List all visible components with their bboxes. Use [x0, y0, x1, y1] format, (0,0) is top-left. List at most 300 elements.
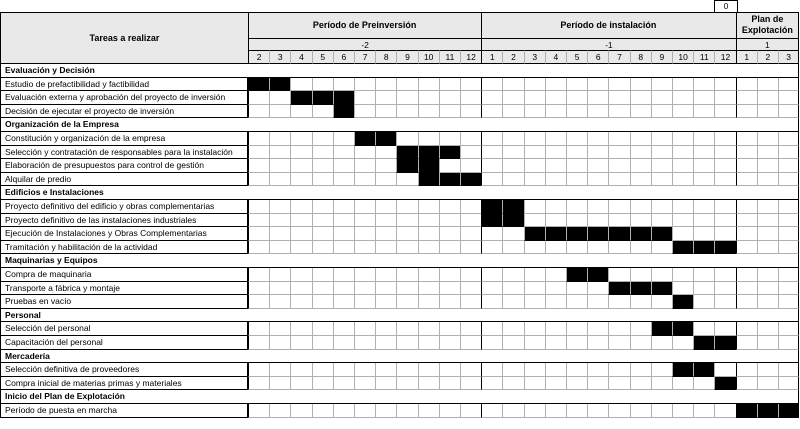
grid-cell	[736, 214, 757, 228]
grid-cell	[524, 132, 545, 146]
grid-cell	[778, 377, 799, 391]
grid-cell	[587, 214, 608, 228]
grid-cell	[333, 363, 354, 377]
gantt-bar-cell	[481, 200, 502, 214]
grid-cell	[587, 322, 608, 336]
grid-cell	[778, 78, 799, 92]
grid-cell	[778, 91, 799, 105]
grid-cell	[651, 173, 672, 187]
grid-cell	[757, 214, 778, 228]
grid-cell	[693, 377, 714, 391]
grid-cell	[354, 91, 375, 105]
gantt-bar-cell	[672, 295, 693, 309]
grid-cell	[375, 173, 396, 187]
grid-cell	[630, 404, 651, 418]
grid-cell	[778, 282, 799, 296]
grid-cell	[545, 159, 566, 173]
grid-cell	[481, 146, 502, 160]
grid-cell	[630, 322, 651, 336]
grid-cell	[418, 227, 439, 241]
grid-cell	[651, 159, 672, 173]
grid-cell	[502, 241, 523, 255]
grid-cell	[439, 268, 460, 282]
grid-cell	[736, 105, 757, 119]
grid-cell	[481, 91, 502, 105]
grid-cell	[502, 268, 523, 282]
grid-cell	[757, 363, 778, 377]
grid-cell	[672, 78, 693, 92]
grid-cell	[502, 282, 523, 296]
grid-cell	[651, 200, 672, 214]
grid-cell	[269, 214, 290, 228]
grid-cell	[672, 282, 693, 296]
grid-cell	[672, 268, 693, 282]
grid-cell	[736, 336, 757, 350]
grid-cell	[524, 200, 545, 214]
grid-cell	[587, 241, 608, 255]
gantt-bar-cell	[693, 363, 714, 377]
grid-cell	[608, 78, 629, 92]
grid-cell	[714, 105, 735, 119]
grid-cell	[757, 227, 778, 241]
grid-cell	[312, 214, 333, 228]
grid-cell	[778, 241, 799, 255]
gantt-bar-cell	[545, 227, 566, 241]
grid-cell	[290, 78, 311, 92]
grid-cell	[269, 295, 290, 309]
grid-cell	[757, 295, 778, 309]
grid-cell	[608, 336, 629, 350]
grid-cell	[651, 404, 672, 418]
grid-cell	[502, 363, 523, 377]
grid-cell	[375, 336, 396, 350]
grid-cell	[439, 105, 460, 119]
grid-cell	[524, 336, 545, 350]
grid-cell	[290, 322, 311, 336]
grid-cell	[693, 173, 714, 187]
grid-cell	[354, 377, 375, 391]
grid-cell	[757, 200, 778, 214]
grid-cell	[460, 268, 481, 282]
grid-cell	[460, 295, 481, 309]
grid-cell	[333, 200, 354, 214]
grid-cell	[396, 241, 417, 255]
grid-cell	[587, 404, 608, 418]
task-label: Pruebas en vacío	[0, 295, 248, 309]
month-header: 6	[333, 50, 354, 64]
grid-cell	[248, 214, 269, 228]
grid-cell	[502, 173, 523, 187]
grid-cell	[354, 363, 375, 377]
grid-cell	[418, 200, 439, 214]
grid-cell	[651, 132, 672, 146]
grid-cell	[354, 268, 375, 282]
grid-cell	[630, 336, 651, 350]
grid-cell	[439, 282, 460, 296]
grid-cell	[248, 268, 269, 282]
grid-cell	[290, 241, 311, 255]
grid-cell	[608, 173, 629, 187]
grid-cell	[608, 91, 629, 105]
grid-cell	[778, 173, 799, 187]
grid-cell	[460, 159, 481, 173]
grid-cell	[757, 268, 778, 282]
grid-cell	[396, 404, 417, 418]
grid-cell	[269, 159, 290, 173]
grid-cell	[375, 404, 396, 418]
gantt-bar-cell	[312, 91, 333, 105]
grid-cell	[630, 268, 651, 282]
grid-cell	[672, 227, 693, 241]
section-title: Edificios e Instalaciones	[0, 186, 799, 200]
grid-cell	[418, 78, 439, 92]
grid-cell	[587, 282, 608, 296]
month-header: 7	[354, 50, 375, 64]
grid-cell	[566, 91, 587, 105]
section-title: Organización de la Empresa	[0, 118, 799, 132]
grid-cell	[630, 214, 651, 228]
grid-cell	[460, 404, 481, 418]
grid-cell	[651, 105, 672, 119]
grid-cell	[375, 241, 396, 255]
grid-cell	[693, 214, 714, 228]
grid-cell	[354, 241, 375, 255]
grid-cell	[312, 105, 333, 119]
grid-cell	[566, 322, 587, 336]
task-label: Selección del personal	[0, 322, 248, 336]
grid-cell	[269, 268, 290, 282]
grid-cell	[439, 363, 460, 377]
grid-cell	[608, 241, 629, 255]
grid-cell	[693, 159, 714, 173]
grid-cell	[333, 227, 354, 241]
grid-cell	[714, 91, 735, 105]
gantt-bar-cell	[333, 91, 354, 105]
gantt-bar-cell	[396, 159, 417, 173]
task-label: Proyecto definitivo del edificio y obras complementarias	[0, 200, 248, 214]
grid-cell	[248, 227, 269, 241]
task-label: Evaluación externa y aprobación del proyecto de inversión	[0, 91, 248, 105]
grid-cell	[524, 146, 545, 160]
grid-cell	[502, 322, 523, 336]
grid-cell	[439, 214, 460, 228]
grid-cell	[630, 173, 651, 187]
grid-cell	[736, 146, 757, 160]
grid-cell	[630, 132, 651, 146]
grid-cell	[693, 146, 714, 160]
grid-cell	[757, 322, 778, 336]
grid-cell	[545, 322, 566, 336]
grid-cell	[248, 282, 269, 296]
task-label: Decisión de ejecutar el proyecto de inversión	[0, 105, 248, 119]
grid-cell	[248, 241, 269, 255]
month-header: 4	[545, 50, 566, 64]
grid-cell	[693, 322, 714, 336]
grid-cell	[524, 268, 545, 282]
grid-cell	[312, 227, 333, 241]
gantt-bar-cell	[269, 78, 290, 92]
grid-cell	[545, 146, 566, 160]
grid-cell	[418, 322, 439, 336]
grid-cell	[778, 363, 799, 377]
grid-cell	[460, 146, 481, 160]
gantt-bar-cell	[608, 227, 629, 241]
gantt-bar-cell	[418, 173, 439, 187]
grid-cell	[587, 91, 608, 105]
grid-cell	[312, 173, 333, 187]
grid-cell	[333, 282, 354, 296]
grid-cell	[269, 132, 290, 146]
grid-cell	[460, 377, 481, 391]
grid-cell	[524, 214, 545, 228]
month-header: 2	[248, 50, 269, 64]
grid-cell	[714, 78, 735, 92]
grid-cell	[481, 78, 502, 92]
grid-cell	[630, 295, 651, 309]
month-header: 4	[290, 50, 311, 64]
grid-cell	[630, 146, 651, 160]
grid-cell	[566, 146, 587, 160]
grid-cell	[269, 200, 290, 214]
grid-cell	[778, 132, 799, 146]
grid-cell	[418, 295, 439, 309]
grid-cell	[269, 146, 290, 160]
grid-cell	[502, 91, 523, 105]
grid-cell	[672, 91, 693, 105]
grid-cell	[672, 214, 693, 228]
gantt-bar-cell	[778, 404, 799, 418]
grid-cell	[290, 282, 311, 296]
grid-cell	[333, 241, 354, 255]
grid-cell	[608, 105, 629, 119]
grid-cell	[481, 295, 502, 309]
task-label: Estudio de prefactibilidad y factibilidad	[0, 78, 248, 92]
month-header: 2	[502, 50, 523, 64]
grid-cell	[333, 377, 354, 391]
grid-cell	[439, 377, 460, 391]
grid-cell	[736, 132, 757, 146]
grid-cell	[375, 363, 396, 377]
grid-cell	[630, 200, 651, 214]
grid-cell	[269, 404, 290, 418]
gantt-bar-cell	[333, 105, 354, 119]
month-header: 3	[524, 50, 545, 64]
grid-cell	[375, 78, 396, 92]
grid-cell	[375, 146, 396, 160]
grid-cell	[502, 132, 523, 146]
grid-cell	[333, 336, 354, 350]
grid-cell	[545, 336, 566, 350]
grid-cell	[757, 159, 778, 173]
grid-cell	[481, 132, 502, 146]
gantt-bar-cell	[566, 227, 587, 241]
task-label: Período de puesta en marcha	[0, 404, 248, 418]
grid-cell	[736, 200, 757, 214]
grid-cell	[290, 268, 311, 282]
grid-cell	[396, 322, 417, 336]
grid-cell	[693, 227, 714, 241]
period-year: 1	[736, 38, 800, 50]
grid-cell	[757, 173, 778, 187]
grid-cell	[396, 295, 417, 309]
grid-cell	[736, 282, 757, 296]
grid-cell	[333, 268, 354, 282]
grid-cell	[608, 322, 629, 336]
grid-cell	[524, 78, 545, 92]
grid-cell	[524, 363, 545, 377]
grid-cell	[375, 322, 396, 336]
grid-cell	[672, 377, 693, 391]
grid-cell	[439, 91, 460, 105]
grid-cell	[396, 214, 417, 228]
grid-cell	[460, 227, 481, 241]
grid-cell	[757, 105, 778, 119]
gantt-bar-cell	[736, 404, 757, 418]
grid-cell	[587, 105, 608, 119]
month-header: 10	[418, 50, 439, 64]
month-header: 10	[672, 50, 693, 64]
grid-cell	[312, 282, 333, 296]
gantt-bar-cell	[672, 322, 693, 336]
grid-cell	[608, 214, 629, 228]
grid-cell	[566, 214, 587, 228]
grid-cell	[757, 132, 778, 146]
month-header: 3	[778, 50, 799, 64]
grid-cell	[312, 146, 333, 160]
grid-cell	[248, 132, 269, 146]
gantt-bar-cell	[439, 146, 460, 160]
grid-cell	[757, 146, 778, 160]
grid-cell	[354, 78, 375, 92]
tasks-header: Tareas a realizar	[0, 12, 248, 64]
grid-cell	[651, 78, 672, 92]
grid-cell	[439, 295, 460, 309]
grid-cell	[418, 105, 439, 119]
gantt-bar-cell	[566, 268, 587, 282]
grid-cell	[460, 336, 481, 350]
grid-cell	[608, 295, 629, 309]
grid-cell	[757, 91, 778, 105]
grid-cell	[354, 322, 375, 336]
grid-cell	[778, 146, 799, 160]
grid-cell	[587, 146, 608, 160]
month-header: 1	[481, 50, 502, 64]
section-title: Maquinarias y Equipos	[0, 254, 799, 268]
grid-cell	[630, 241, 651, 255]
grid-cell	[354, 105, 375, 119]
grid-cell	[714, 268, 735, 282]
grid-cell	[354, 214, 375, 228]
grid-cell	[566, 377, 587, 391]
grid-cell	[333, 404, 354, 418]
grid-cell	[439, 404, 460, 418]
gantt-bar-cell	[587, 227, 608, 241]
grid-cell	[545, 200, 566, 214]
grid-cell	[778, 336, 799, 350]
period-name: Período de Preinversión	[312, 19, 417, 30]
task-label: Ejecución de Instalaciones y Obras Complementarias	[0, 227, 248, 241]
grid-cell	[290, 336, 311, 350]
grid-cell	[481, 377, 502, 391]
grid-cell	[269, 336, 290, 350]
gantt-bar-cell	[587, 268, 608, 282]
grid-cell	[693, 132, 714, 146]
grid-cell	[608, 363, 629, 377]
month-header: 11	[439, 50, 460, 64]
grid-cell	[375, 159, 396, 173]
grid-cell	[502, 105, 523, 119]
grid-cell	[778, 268, 799, 282]
section-title: Evaluación y Decisión	[0, 64, 799, 78]
grid-cell	[290, 173, 311, 187]
grid-cell	[290, 105, 311, 119]
grid-cell	[312, 268, 333, 282]
grid-cell	[502, 295, 523, 309]
grid-cell	[460, 322, 481, 336]
grid-cell	[630, 159, 651, 173]
gantt-bar-cell	[693, 336, 714, 350]
grid-cell	[587, 173, 608, 187]
grid-cell	[566, 200, 587, 214]
grid-cell	[714, 282, 735, 296]
grid-cell	[736, 173, 757, 187]
grid-cell	[587, 363, 608, 377]
gantt-bar-cell	[460, 173, 481, 187]
grid-cell	[587, 159, 608, 173]
grid-cell	[545, 377, 566, 391]
grid-cell	[651, 268, 672, 282]
grid-cell	[248, 363, 269, 377]
grid-cell	[672, 336, 693, 350]
grid-cell	[375, 214, 396, 228]
grid-cell	[396, 268, 417, 282]
grid-cell	[333, 322, 354, 336]
grid-cell	[312, 78, 333, 92]
grid-cell	[778, 105, 799, 119]
grid-cell	[651, 295, 672, 309]
grid-cell	[354, 282, 375, 296]
gantt-bar-cell	[672, 363, 693, 377]
grid-cell	[481, 336, 502, 350]
grid-cell	[778, 214, 799, 228]
grid-cell	[736, 268, 757, 282]
grid-cell	[778, 159, 799, 173]
grid-cell	[396, 105, 417, 119]
gantt-bar-cell	[630, 227, 651, 241]
grid-cell	[693, 91, 714, 105]
grid-cell	[354, 173, 375, 187]
grid-cell	[545, 268, 566, 282]
grid-cell	[333, 146, 354, 160]
grid-cell	[651, 363, 672, 377]
grid-cell	[566, 105, 587, 119]
grid-cell	[333, 132, 354, 146]
grid-cell	[333, 78, 354, 92]
gantt-bar-cell	[672, 241, 693, 255]
grid-cell	[502, 227, 523, 241]
grid-cell	[290, 146, 311, 160]
month-header: 8	[630, 50, 651, 64]
grid-cell	[333, 159, 354, 173]
grid-cell	[248, 146, 269, 160]
grid-cell	[651, 214, 672, 228]
grid-cell	[312, 200, 333, 214]
grid-cell	[248, 91, 269, 105]
grid-cell	[672, 173, 693, 187]
grid-cell	[545, 404, 566, 418]
month-header: 5	[566, 50, 587, 64]
grid-cell	[460, 78, 481, 92]
